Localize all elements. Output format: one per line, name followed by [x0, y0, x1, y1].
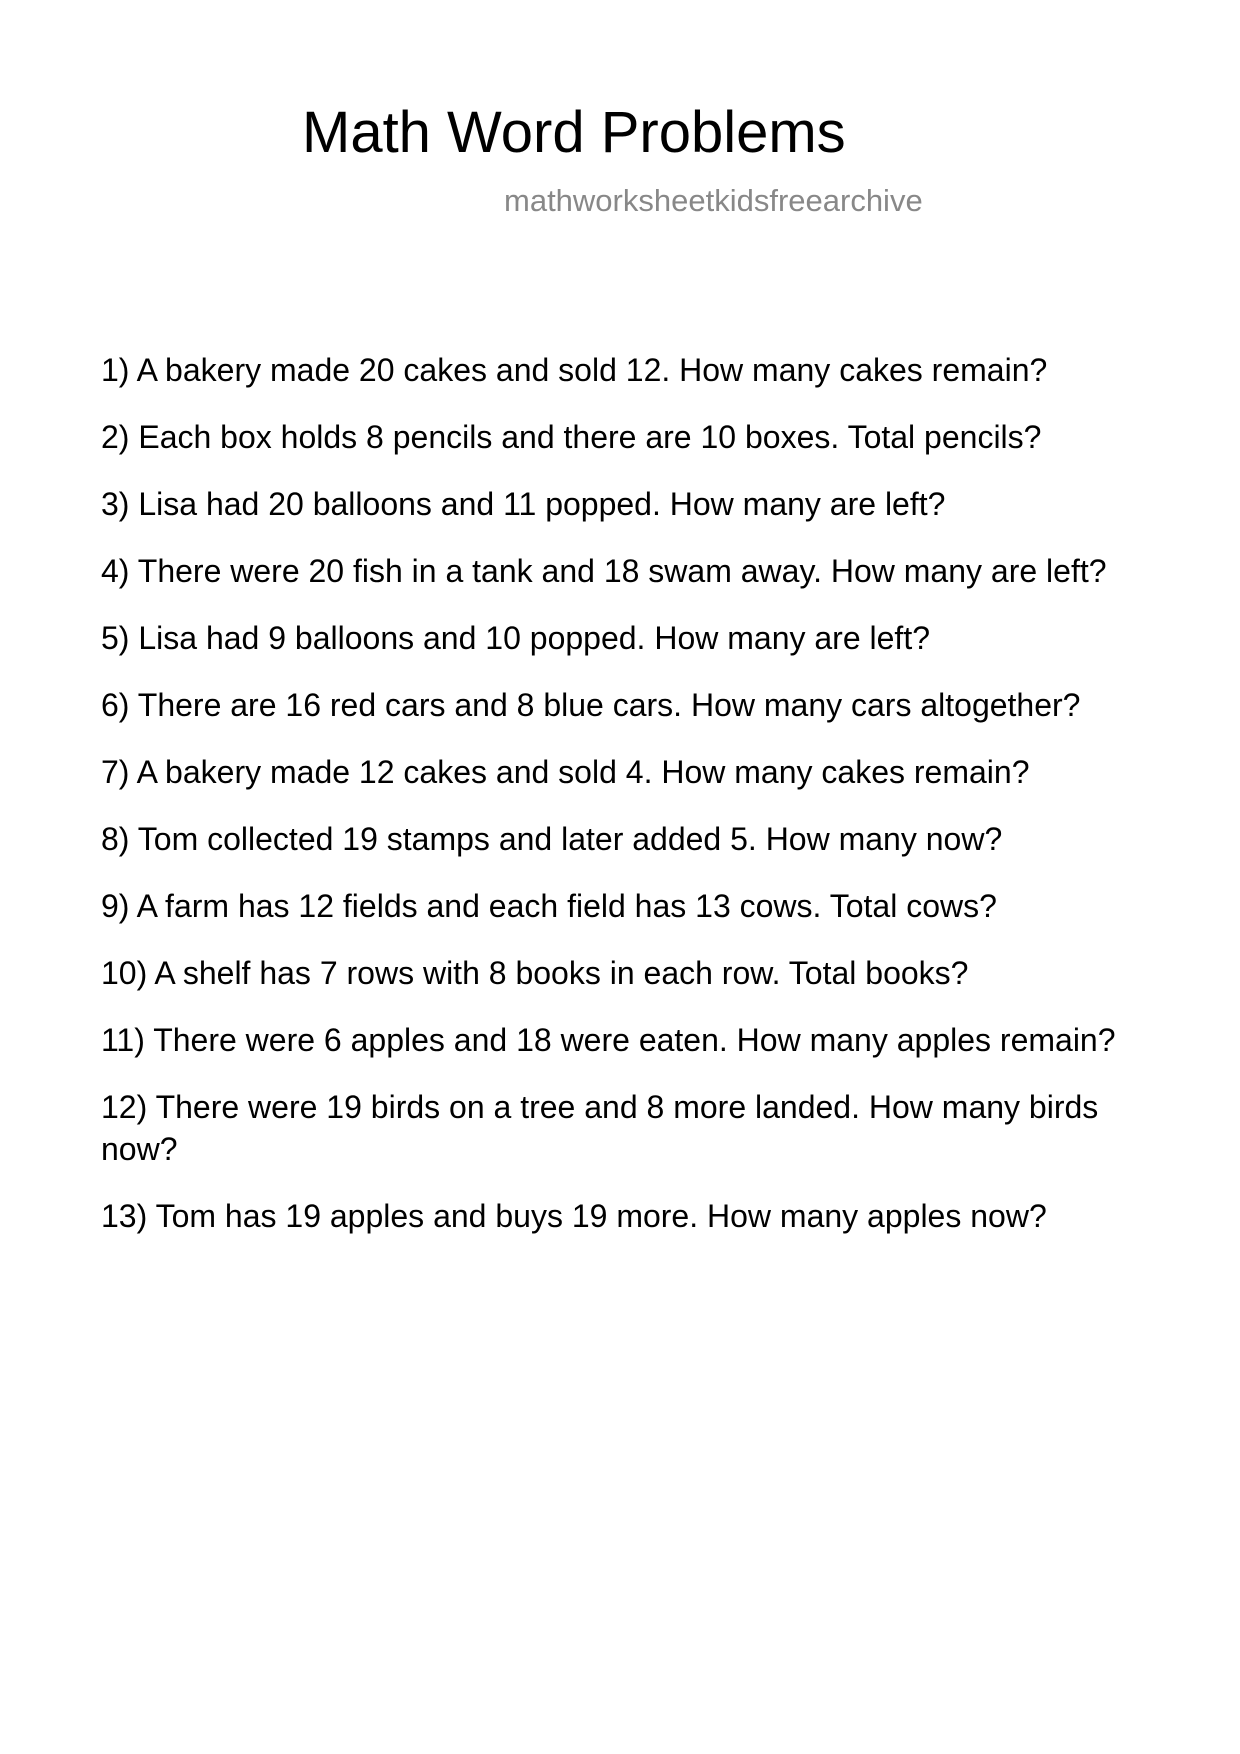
problem-item: 6) There are 16 red cars and 8 blue cars. How many cars altogether?: [101, 687, 1081, 723]
problem-item: 5) Lisa had 9 balloons and 10 popped. How many are left?: [101, 620, 930, 656]
problem-item: 12) There were 19 birds on a tree and 8 more landed. How many birds now?: [101, 1089, 1099, 1167]
problem-item: 13) Tom has 19 apples and buys 19 more. How many apples now?: [101, 1198, 1047, 1234]
site-name: mathworksheetkidsfreearchive: [504, 183, 923, 218]
problem-list: [101, 349, 1161, 1262]
problem-item: 11) There were 6 apples and 18 were eaten. How many apples remain?: [101, 1022, 1116, 1058]
problem-item: 1) A bakery made 20 cakes and sold 12. How many cakes remain?: [101, 352, 1048, 388]
problem-item: 9) A farm has 12 fields and each field has 13 cows. Total cows?: [101, 888, 997, 924]
problem-item: 2) Each box holds 8 pencils and there are 10 boxes. Total pencils?: [101, 419, 1042, 455]
problem-item: 8) Tom collected 19 stamps and later added 5. How many now?: [101, 821, 1003, 857]
page-title: Math Word Problems: [302, 100, 846, 165]
problem-item: 4) There were 20 fish in a tank and 18 swam away. How many are left?: [101, 553, 1107, 589]
problem-item: 10) A shelf has 7 rows with 8 books in each row. Total books?: [101, 955, 969, 991]
problem-item: 3) Lisa had 20 balloons and 11 popped. How many are left?: [101, 486, 946, 522]
problem-item: 7) A bakery made 12 cakes and sold 4. How many cakes remain?: [101, 754, 1030, 790]
